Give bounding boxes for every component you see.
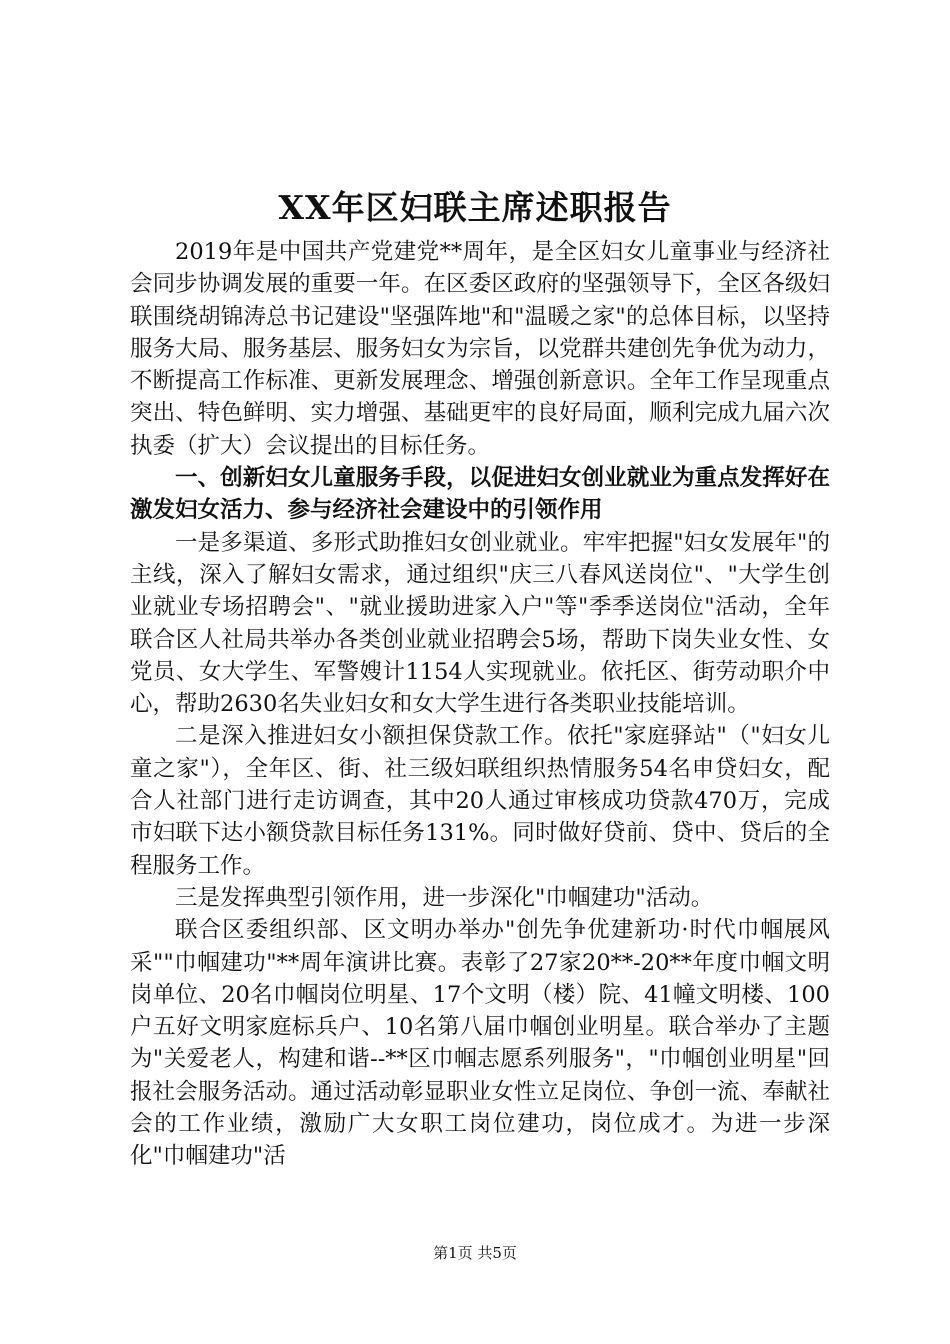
paragraph-employment: 一是多渠道、多形式助推妇女创业就业。牢牢把握"妇女发展年"的主线，深入了解妇女需求，通过组织"庆三八春风送岗位"、"大学生创业就业专场招聘会"、"就业援助进家入户"等"季季送岗位"活动，全年联合区人社局共举办各类创业就业招聘会5场，帮助下岗失业女性、女党员、女大学生、军警嫂计1154人实现就业。依托区、街劳动职介中心，帮助2630名失业妇女和女大学生进行各类职业技能培训。: [130, 529, 830, 718]
page-footer: 第1页 共5页: [433, 1244, 517, 1262]
paragraph-role-models: 三是发挥典型引领作用，进一步深化"巾帼建功"活动。: [175, 884, 714, 911]
paragraph-intro: 2019年是中国共产党建党**周年，是全区妇女儿童事业与经济社会同步协调发展的重要一年。在区委区政府的坚强领导下，全区各级妇联围绕胡锦涛总书记建设"坚强阵地"和"温暖之家"的总体目标，以坚持服务大局、服务基层、服务妇女为宗旨，以党群共建创先争优为动力，不断提高工作标准、更新发展理念、增强创新意识。全年工作呈现重点突出、特色鲜明、实力增强、基础更牢的良好局面，顺利完成九届六次执委（扩大）会议提出的目标任务。: [130, 239, 830, 459]
document-body: [130, 236, 830, 1173]
section-heading-1: 一、创新妇女儿童服务手段，以促进妇女创业就业为重点发挥好在激发妇女活力、参与经济社会建设中的引领作用: [130, 465, 830, 524]
paragraph-activities: 联合区委组织部、区文明办举办"创先争优建新功·时代巾帼展风采""巾帼建功"**周年演讲比赛。表彰了27家20**-20**年度巾帼文明岗单位、20名巾帼岗位明星、17个文明（楼）院、41幢文明楼、100户五好文明家庭标兵户、10名第八届巾帼创业明星。联合举办了主题为"关爱老人，构建和谐--**区巾帼志愿系列服务"，"巾帼创业明星"回报社会服务活动。通过活动彰显职业女性立足岗位、争创一流、奉献社会的工作业绩，激励广大女职工岗位建功，岗位成才。为进一步深化"巾帼建功"活: [130, 917, 830, 1170]
paragraph-loans: 二是深入推进妇女小额担保贷款工作。依托"家庭驿站"（"妇女儿童之家"），全年区、街、社三级妇联组织热情服务54名申贷妇女，配合人社部门进行走访调查，其中20人通过审核成功贷款470万，完成市妇联下达小额贷款目标任务131%。同时做好贷前、贷中、贷后的全程服务工作。: [130, 723, 830, 879]
document-title: XX年区妇联主席述职报告: [278, 188, 672, 227]
